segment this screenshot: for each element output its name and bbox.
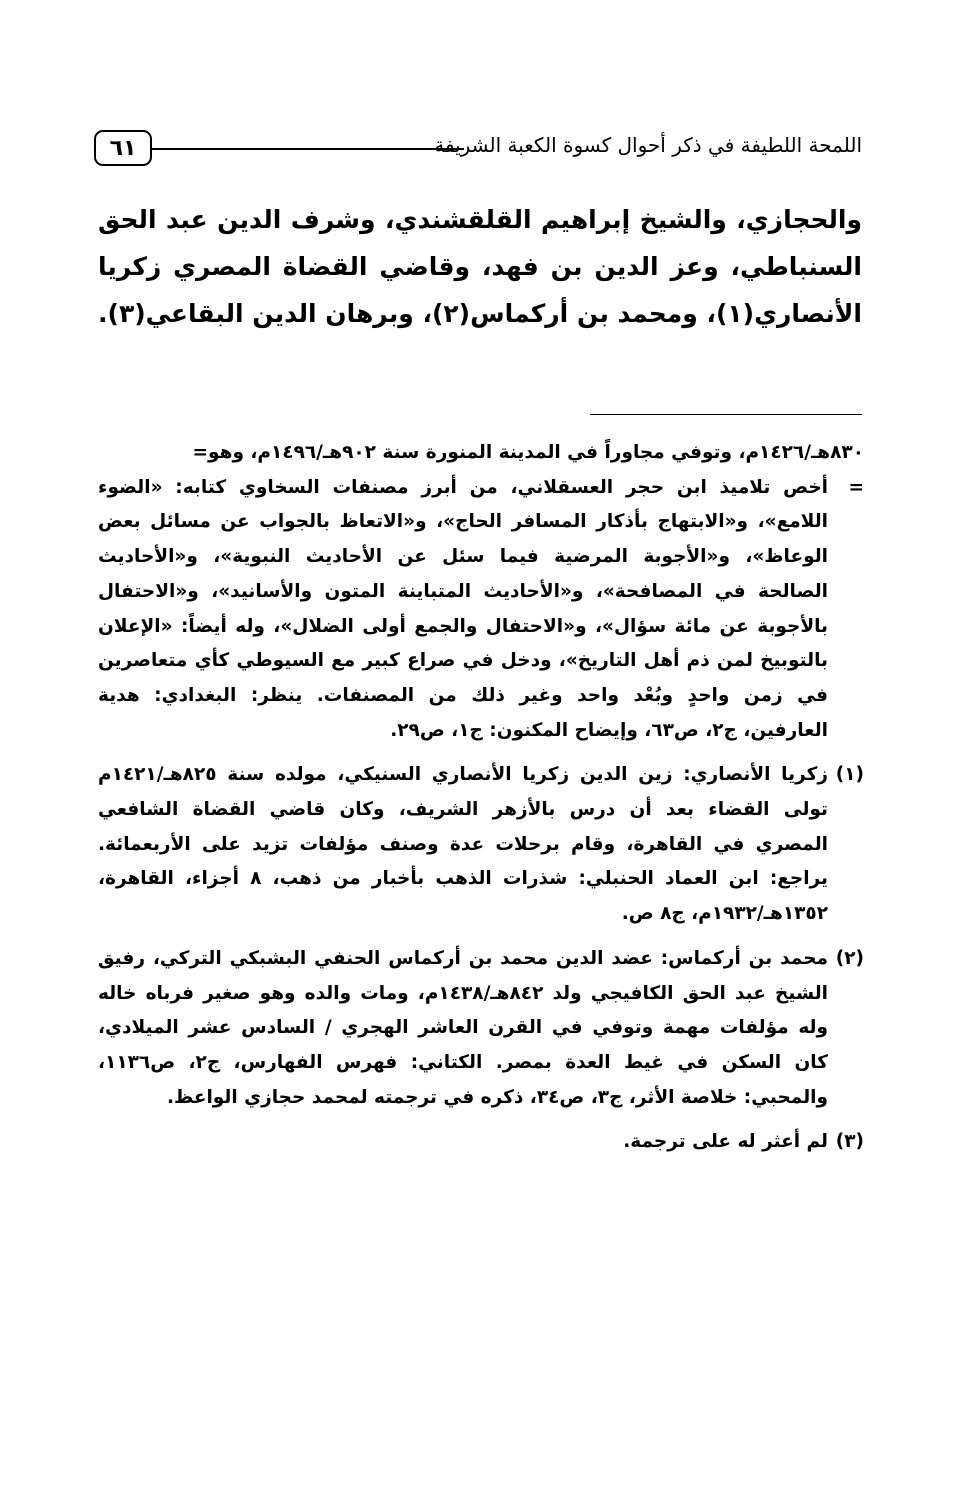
footnote-2	[98, 942, 864, 1116]
header-rule	[152, 148, 464, 150]
footnote-2-text: محمد بن أركماس: عضد الدين محمد بن أركماس الحنفي البشبكي التركي، رفيق الشيخ عبد الحق الكافيجي ولد ٨٤٢هـ/١٤٣٨م، ومات والده وهو صغير فرباه خاله وله مؤلفات مهمة وتوفي في القرن العاشر الهجري / السادس عشر الميلادي، كان السكن في غيط العدة بمصر. الكتاني: فهرس الفهارس، ج٢، ص١١٣٦، والمحبي: خلاصة الأثر، ج٣، ص٣٤، ذكره في ترجمته لمحمد حجازي الواعظ.	[98, 947, 828, 1108]
footnote-separator	[590, 414, 862, 415]
page-number: ٦١	[109, 135, 137, 161]
footnote-continuation-2	[98, 471, 864, 749]
main-paragraph: والحجازي، والشيخ إبراهيم القلقشندي، وشرف الدين عبد الحق السنباطي، وعز الدين بن فهد، وقاضي القضاة المصري زكريا الأنصاري(١)، ومحمد بن أركماس(٢)، وبرهان الدين البقاعي(٣).	[98, 205, 862, 328]
page-number-box	[94, 130, 152, 166]
continuation-mark: =	[848, 476, 864, 498]
footnotes-section	[98, 436, 864, 1160]
footnote-1-text: زكريا الأنصاري: زين الدين زكريا الأنصاري السنيكي، مولده سنة ٨٢٥هـ/١٤٢١م تولى القضاء بعد أن درس بالأزهر الشريف، وكان قاضي القضاة الشافعي المصري في القاهرة، وقام برحلات عدة وصنف مؤلفات تزيد على الأربعمائة. يراجع: ابن العماد الحنبلي: شذرات الذهب بأخبار من ذهب، ٨ أجزاء، القاهرة، ١٣٥٢هـ/١٩٣٢م، ج٨ ص.	[98, 764, 828, 925]
footnote-continuation-2-text: أخص تلاميذ ابن حجر العسقلاني، من أبرز مصنفات السخاوي كتابه: «الضوء اللامع»، و«الابتهاج بأذكار المسافر الحاج»، و«الاتعاظ بالجواب عن مسائل بعض الوعاظ»، و«الأجوبة المرضية فيما سئل عن الأحاديث النبوية»، و«الأحاديث الصالحة في المصافحة»، و«الأحاديث المتباينة المتون والأسانيد»، و«الاحتفال بالأجوبة عن مائة سؤال»، و«الاحتفال والجمع أولى الضلال»، وله أيضاً: «الإعلان بالتوبيخ لمن ذم أهل التاريخ»، ودخل في صراع كبير مع السيوطي كأي متعاصرين في زمن واحدٍ وبُعْد واحد وغير ذلك من المصنفات. ينظر: البغدادي: هدية العارفين، ج٢، ص٦٣، وإيضاح المكنون: ج١، ص٢٩.	[98, 476, 828, 741]
footnote-continuation: ٨٣٠هـ/١٤٢٦م، وتوفي مجاوراً في المدينة المنورة سنة ٩٠٢هـ/١٤٩٦م، وهو=	[192, 442, 864, 463]
footnote-1-number: (١)	[835, 764, 864, 786]
footnote-2-number: (٢)	[835, 947, 864, 969]
page-header	[94, 128, 862, 174]
running-title: اللمحة اللطيفة في ذكر أحوال كسوة الكعبة الشريفة	[434, 133, 862, 157]
footnote-1	[98, 758, 864, 932]
footnote-3-number: (٣)	[835, 1131, 864, 1153]
footnote-3-text: لم أعثر له على ترجمة.	[623, 1131, 828, 1153]
footnote-3	[98, 1125, 864, 1160]
